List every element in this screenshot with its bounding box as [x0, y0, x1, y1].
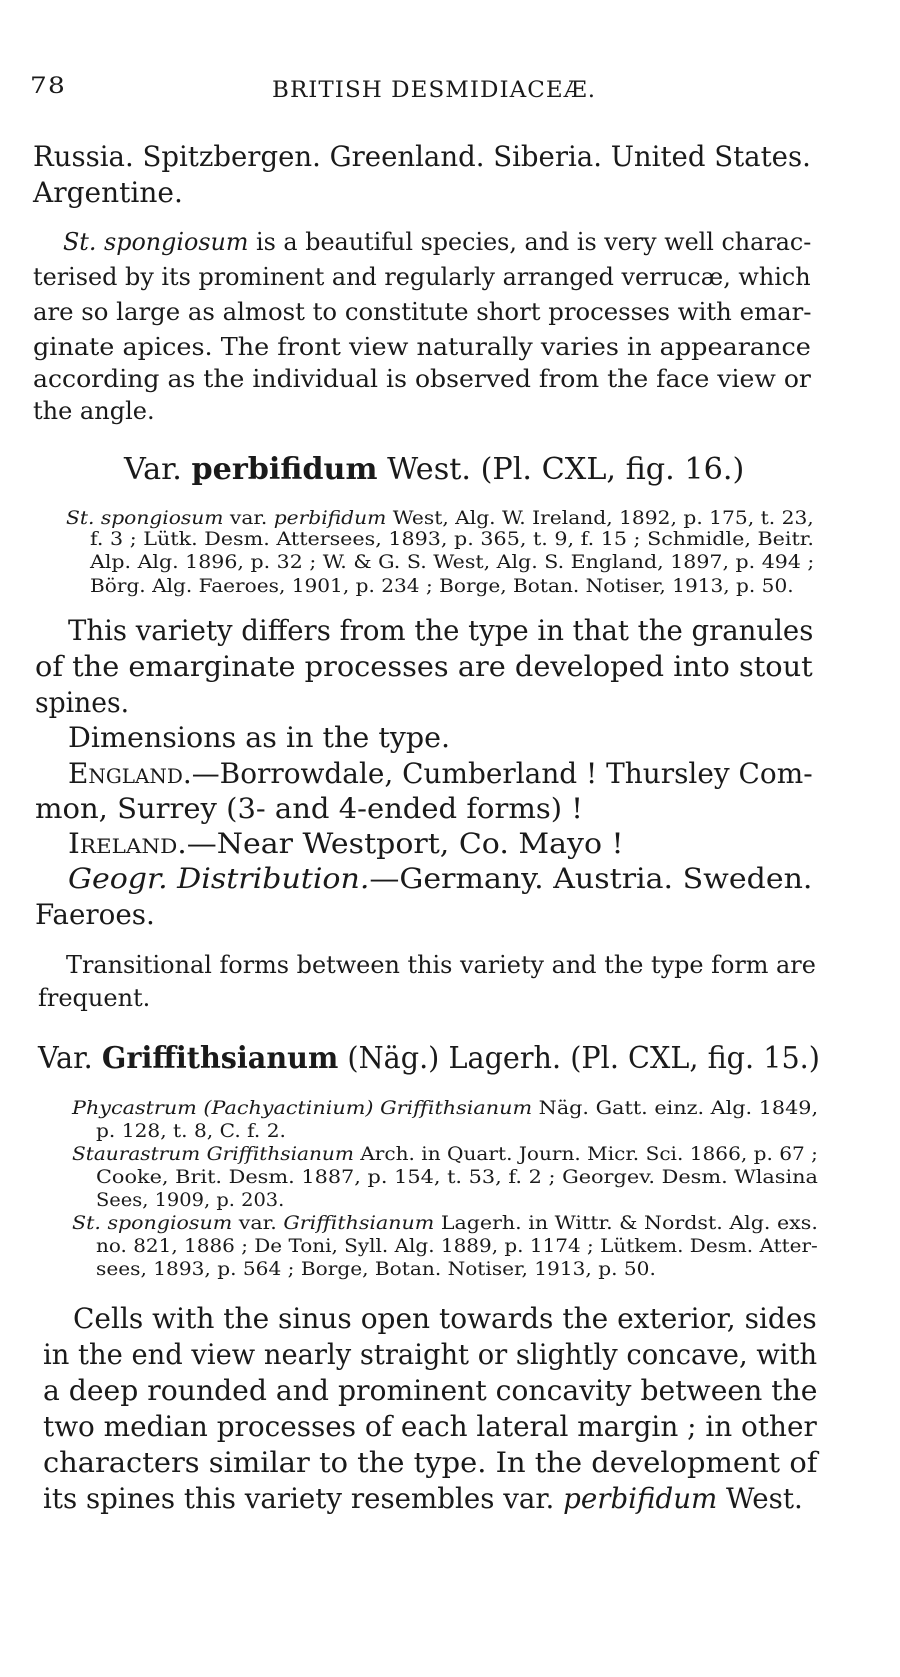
remark-line-2: terised by its prominent and regularly arranged verrucæ, which — [33, 263, 811, 291]
description-line-2: of the emarginate processes are developed into stout — [35, 650, 813, 683]
description-2-line-3: a deep rounded and prominent concavity between the — [43, 1374, 818, 1407]
description-2-line-2: in the end view nearly straight or slightly concave, with — [43, 1338, 818, 1371]
description-2-line-6: its spines this variety resembles var. perbifidum West. — [43, 1482, 803, 1515]
dimensions-line: Dimensions as in the type. — [68, 721, 451, 754]
page-number: 78 — [30, 74, 66, 99]
country-ireland: Ireland. — [68, 827, 187, 860]
description-line-1: This variety differs from the type in that the granules — [68, 614, 814, 647]
reference-line-3: Alp. Alg. 1896, p. 32 ; W. & G. S. West, Alg. S. England, 1897, p. 494 ; — [90, 551, 815, 573]
ireland-line: Ireland.—Near Westport, Co. Mayo ! — [68, 827, 624, 860]
reference-2-line-6: St. spongiosum var. Griffithsianum Lagerh. in Wittr. & Nordst. Alg. exs. — [72, 1212, 818, 1234]
reference-2-line-1: Phycastrum (Pachyactinium) Griffithsianum Näg. Gatt. einz. Alg. 1849, — [72, 1097, 819, 1119]
reference-2-line-8: sees, 1893, p. 564 ; Borge, Botan. Notiser, 1913, p. 50. — [96, 1258, 656, 1280]
remark-line-1: St. spongiosum is a beautiful species, and is very well charac- — [63, 228, 812, 256]
reference-2-line-7: no. 821, 1886 ; De Toni, Syll. Alg. 1889, p. 1174 ; Lütkem. Desm. Atter- — [96, 1235, 818, 1257]
transitional-line-1: Transitional forms between this variety and the type form are — [66, 951, 816, 979]
reference-line-1: St. spongiosum var. perbifidum West, Alg. W. Ireland, 1892, p. 175, t. 23, — [66, 507, 814, 529]
england-line-1: England.—Borrowdale, Cumberland ! Thursley Com- — [68, 757, 813, 790]
transitional-line-2: frequent. — [38, 984, 151, 1012]
remark-line-6: the angle. — [33, 397, 155, 425]
species-name: St. spongiosum — [63, 228, 249, 256]
reference-2-line-5: Sees, 1909, p. 203. — [96, 1189, 285, 1211]
reference-line-2: f. 3 ; Lütk. Desm. Attersees, 1893, p. 365, t. 9, f. 15 ; Schmidle, Beitr. — [90, 528, 814, 550]
description-2-line-4: two median processes of each lateral margin ; in other — [43, 1410, 817, 1443]
description-line-3: spines. — [35, 686, 130, 719]
variety-heading-perbifidum: Var. perbifidum West. (Pl. CXL, fig. 16.) — [124, 452, 745, 487]
description-2-line-5: characters similar to the type. In the development of — [43, 1446, 818, 1479]
distribution-cont-line-1: Russia. Spitzbergen. Greenland. Siberia. United States. — [33, 140, 811, 173]
description-2-line-1: Cells with the sinus open towards the exterior, sides — [73, 1302, 817, 1335]
distribution-cont-line-2: Argentine. — [33, 176, 183, 209]
reference-line-4: Börg. Alg. Faeroes, 1901, p. 234 ; Borge, Botan. Notiser, 1913, p. 50. — [90, 575, 794, 597]
remark-line-5: according as the individual is observed from the face view or — [33, 365, 811, 393]
geogr-line-1: Geogr. Distribution.—Germany. Austria. Sweden. — [68, 862, 813, 895]
variety-heading-griffithsianum: Var. Griffithsianum (Näg.) Lagerh. (Pl. CXL, fig. 15.) — [38, 1041, 820, 1076]
england-line-2: mon, Surrey (3- and 4-ended forms) ! — [35, 792, 583, 825]
remark-line-3: are so large as almost to constitute short processes with emar- — [33, 298, 812, 326]
reference-2-line-2: p. 128, t. 8, C. f. 2. — [96, 1120, 286, 1142]
country-england: England. — [68, 757, 192, 790]
reference-2-line-4: Cooke, Brit. Desm. 1887, p. 154, t. 53, f. 2 ; Georgev. Desm. Wlasina — [96, 1166, 818, 1188]
geogr-line-2: Faeroes. — [35, 898, 155, 931]
reference-2-line-3: Staurastrum Griffithsianum Arch. in Quart. Journ. Micr. Sci. 1866, p. 67 ; — [72, 1143, 818, 1165]
running-title: BRITISH DESMIDIACEÆ. — [272, 78, 597, 103]
remark-line-4: ginate apices. The front view naturally varies in appearance — [33, 333, 811, 361]
